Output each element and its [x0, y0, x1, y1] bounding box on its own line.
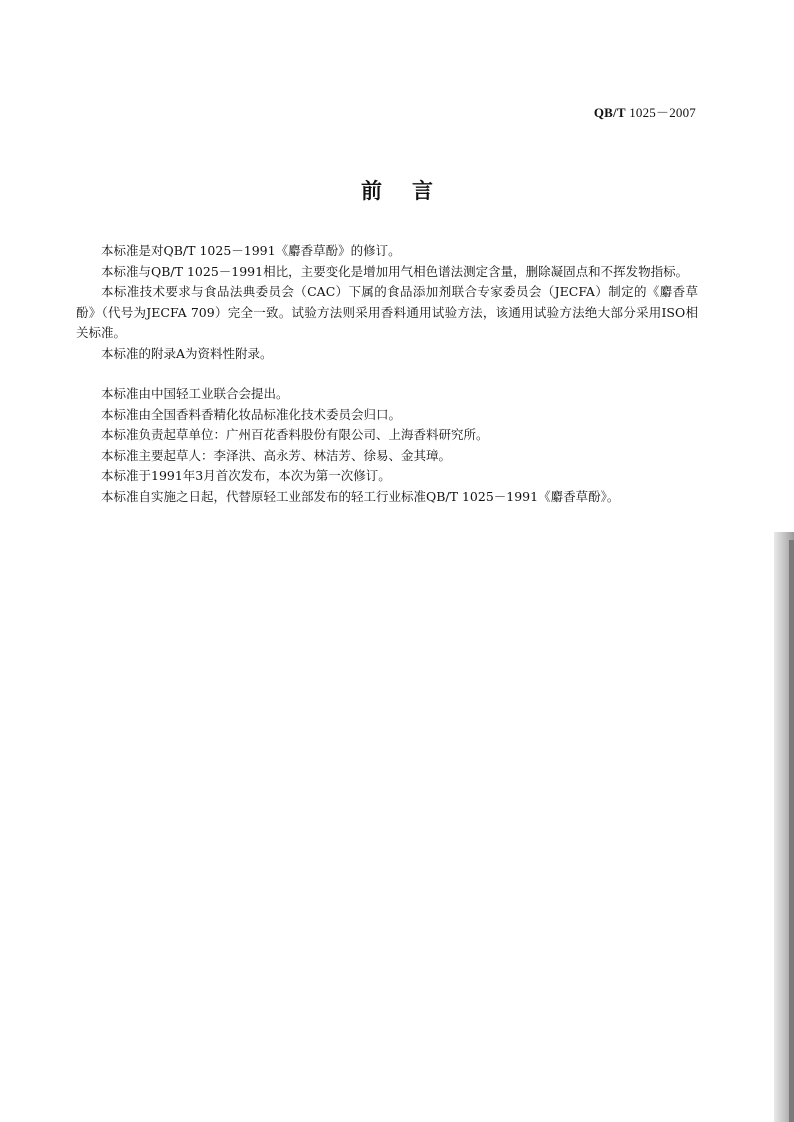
paragraph-drafting-units: 本标准负责起草单位：广州百花香料股份有限公司、上海香料研究所。	[101, 427, 489, 442]
page-title: 前言	[361, 179, 463, 203]
paragraph-replacement: 本标准自实施之日起，代替原轻工业部发布的轻工行业标准QB/T 1025－1991《麝香草酚》。	[101, 488, 620, 504]
paragraph-first-release: 本标准于1991年3月首次发布，本次为第一次修订。	[101, 468, 391, 483]
standard-code-number: 1025－2007	[629, 105, 696, 120]
paragraph-revision: 本标准是对QB/T 1025－1991《麝香草酚》的修订。	[101, 243, 401, 258]
paragraph-committee: 本标准由全国香料香精化妆品标准化技术委员会归口。	[101, 406, 402, 422]
paragraph-gap	[76, 364, 698, 384]
standard-code-prefix: QB/T	[593, 105, 626, 120]
standard-code	[594, 102, 696, 121]
paragraph-appendix: 本标准的附录A为资料性附录。	[101, 345, 273, 361]
paragraph-technical-requirements: 本标准技术要求与食品法典委员会（CAC）下属的食品添加剂联合专家委员会（JECFA）制定的《麝香草酚》（代号为JECFA 709）完全一致。试验方法则采用香料通用试验方法，该通用试验方法绝大部分采用ISO相关标准。	[76, 284, 698, 340]
paragraph-proposer: 本标准由中国轻工业联合会提出。	[101, 386, 289, 401]
page-edge-shadow-dark	[789, 540, 794, 1122]
paragraph-drafters: 本标准主要起草人：李泽洪、高永芳、林洁芳、徐易、金其璋。	[101, 447, 452, 463]
foreword-body	[76, 241, 698, 507]
paragraph-changes: 本标准与QB/T 1025－1991相比，主要变化是增加用气相色谱法测定含量，删除凝固点和不挥发物指标。	[101, 263, 689, 279]
